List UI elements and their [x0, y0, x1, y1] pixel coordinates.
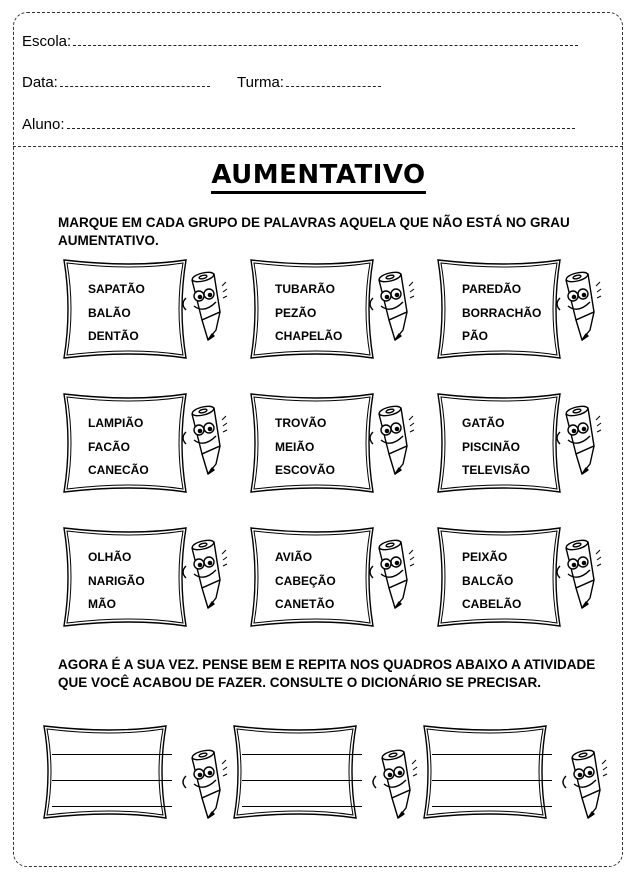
answer-line[interactable] — [52, 754, 172, 755]
word-group-4 — [58, 390, 236, 496]
card-frame — [418, 722, 568, 822]
pencil-mascot-icon — [172, 748, 228, 831]
answer-line[interactable] — [52, 806, 172, 807]
word-option[interactable]: PÃO — [462, 329, 489, 343]
answer-line[interactable] — [432, 806, 552, 807]
word-list — [275, 546, 336, 617]
word-option[interactable]: CANETÃO — [275, 597, 335, 611]
word-option[interactable]: CANECÃO — [88, 463, 149, 477]
answer-box-3 — [418, 722, 608, 822]
date-line — [22, 74, 210, 92]
pencil-mascot-icon — [359, 270, 415, 353]
school-label: Escola: — [22, 33, 72, 50]
word-option[interactable]: BALCÃO — [462, 573, 514, 588]
answer-line[interactable] — [432, 780, 552, 781]
word-option[interactable]: MÃO — [88, 597, 116, 611]
word-option[interactable]: CABEÇÃO — [275, 573, 336, 588]
pencil-mascot-icon — [546, 270, 602, 353]
header-divider — [13, 146, 623, 147]
pencil-mascot-icon — [172, 404, 228, 487]
word-option[interactable]: TELEVISÃO — [462, 463, 531, 477]
answer-line[interactable] — [242, 806, 362, 807]
date-field[interactable] — [60, 76, 210, 87]
page-title: AUMENTATIVO — [0, 160, 637, 190]
word-option[interactable]: BORRACHÃO — [462, 305, 542, 320]
word-list — [462, 412, 530, 483]
card-frame — [38, 722, 188, 822]
pencil-mascot-icon — [362, 748, 418, 831]
word-option[interactable]: GATÃO — [462, 416, 505, 430]
answer-line[interactable] — [242, 780, 362, 781]
word-option[interactable]: CABELÃO — [462, 597, 522, 611]
answer-box-2 — [228, 722, 418, 822]
word-option[interactable]: NARIGÃO — [88, 573, 145, 588]
word-option[interactable]: PAREDÃO — [462, 282, 522, 296]
word-option[interactable]: BALÃO — [88, 305, 131, 320]
word-option[interactable]: TROVÃO — [275, 416, 327, 430]
student-label: Aluno: — [22, 116, 65, 133]
word-list — [275, 278, 342, 349]
word-list — [88, 412, 149, 483]
word-option[interactable]: SAPATÃO — [88, 282, 145, 296]
answer-line[interactable] — [52, 780, 172, 781]
word-list — [462, 546, 521, 617]
word-group-3 — [432, 256, 610, 362]
word-option[interactable]: AVIÃO — [275, 550, 313, 564]
word-list — [462, 278, 541, 349]
word-option[interactable]: OLHÃO — [88, 550, 132, 564]
word-group-6 — [432, 390, 610, 496]
answer-line[interactable] — [242, 754, 362, 755]
school-line — [22, 33, 578, 51]
instruction-2: AGORA É A SUA VEZ. PENSE BEM E REPITA NOS QUADROS ABAIXO A ATIVIDADE QUE VOCÊ ACABOU DE FAZER. CONSULTE O DICIONÁRIO SE PRECISAR. — [58, 657, 596, 690]
answer-box-1 — [38, 722, 228, 822]
class-line — [237, 74, 381, 92]
date-label: Data: — [22, 74, 58, 91]
word-option[interactable]: DENTÃO — [88, 329, 139, 343]
word-option[interactable]: MEIÃO — [275, 439, 315, 454]
pencil-mascot-icon — [172, 270, 228, 353]
student-field[interactable] — [67, 118, 575, 129]
word-group-7 — [58, 524, 236, 630]
pencil-mascot-icon — [546, 404, 602, 487]
word-list — [275, 412, 335, 483]
pencil-mascot-icon — [546, 538, 602, 621]
word-option[interactable]: ESCOVÃO — [275, 463, 336, 477]
card-frame — [228, 722, 378, 822]
word-option[interactable]: PISCINÃO — [462, 439, 521, 454]
word-option[interactable]: CHAPELÃO — [275, 329, 343, 343]
pencil-mascot-icon — [172, 538, 228, 621]
word-group-2 — [245, 256, 423, 362]
word-list — [88, 278, 145, 349]
instruction-1: MARQUE EM CADA GRUPO DE PALAVRAS AQUELA QUE NÃO ESTÁ NO GRAU AUMENTATIVO. — [58, 215, 570, 248]
word-group-1 — [58, 256, 236, 362]
student-line — [22, 116, 575, 134]
word-option[interactable]: LAMPIÃO — [88, 416, 144, 430]
word-group-9 — [432, 524, 610, 630]
school-field[interactable] — [73, 35, 578, 46]
word-option[interactable]: TUBARÃO — [275, 282, 335, 296]
word-option[interactable]: PEIXÃO — [462, 550, 508, 564]
word-option[interactable]: FACÃO — [88, 439, 130, 454]
class-field[interactable] — [286, 76, 381, 87]
word-option[interactable]: PEZÃO — [275, 305, 317, 320]
pencil-mascot-icon — [552, 748, 608, 831]
pencil-mascot-icon — [359, 538, 415, 621]
answer-line[interactable] — [432, 754, 552, 755]
word-group-5 — [245, 390, 423, 496]
class-label: Turma: — [237, 74, 284, 91]
word-group-8 — [245, 524, 423, 630]
pencil-mascot-icon — [359, 404, 415, 487]
word-list — [88, 546, 145, 617]
